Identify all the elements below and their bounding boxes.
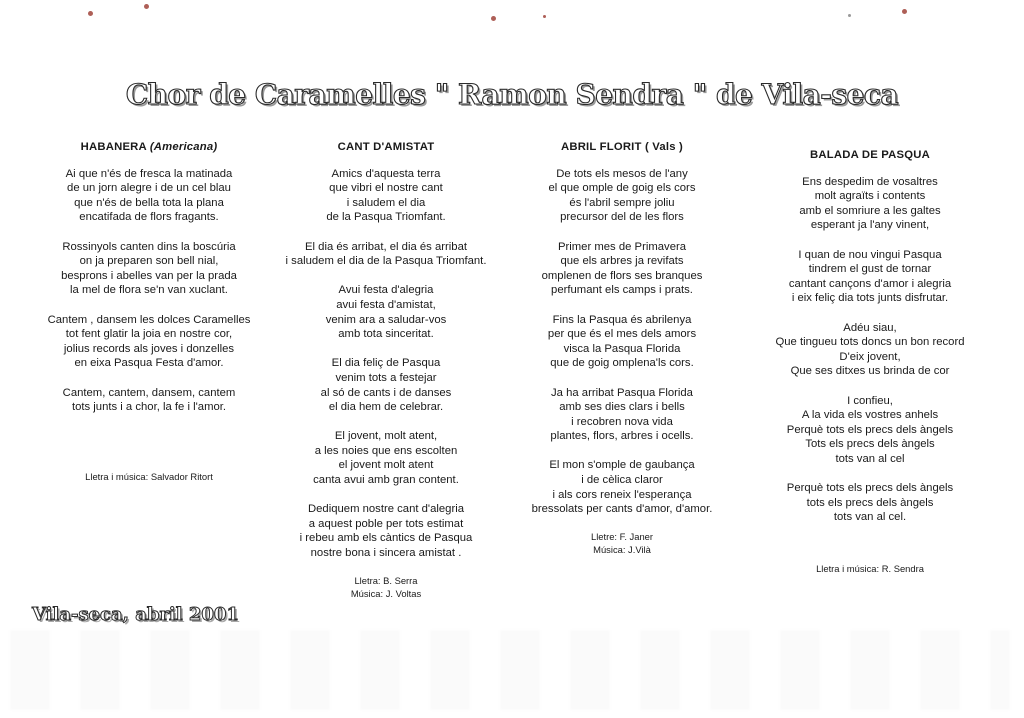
verse-line: Que tingueu tots doncs un bon record xyxy=(775,336,965,349)
song-credits xyxy=(494,531,750,556)
song-title-text: HABANERA xyxy=(80,141,147,153)
verse-line: encatifada de flors fragants. xyxy=(79,211,219,224)
song-subtitle: (Americana) xyxy=(149,141,218,153)
verse-line: a aquest poble per tots estimat xyxy=(308,517,464,530)
stanza xyxy=(494,167,750,225)
verse-line: I quan de nou vingui Pasqua xyxy=(798,248,942,261)
stanza xyxy=(258,240,514,269)
credit-line: Lletra: B. Serra xyxy=(354,575,418,587)
verse-line: Primer mes de Primavera xyxy=(557,240,687,253)
verse-line: venim tots a festejar xyxy=(335,371,437,384)
verse-line: tindrem el gust de tornar xyxy=(808,263,932,276)
verse-line: besprons i abelles van per la prada xyxy=(61,269,237,282)
page-title: Chor de Caramelles " Ramon Sendra " de Vila-seca xyxy=(125,78,899,111)
song-title xyxy=(742,148,998,163)
verse-line: Perquè tots els precs dels àngels xyxy=(786,482,954,495)
verse-line: en eixa Pasqua Festa d'amor. xyxy=(74,357,224,370)
verse-line: esperant ja l'any vinent, xyxy=(810,219,930,232)
verse-line: a les noies que ens escolten xyxy=(314,444,458,457)
song-credits xyxy=(258,575,514,600)
song-column xyxy=(258,140,514,600)
verse-line: Ens despedim de vosaltres xyxy=(802,175,938,188)
verse-line: Perquè tots els precs dels àngels xyxy=(786,423,954,436)
verse-line: Rossinyols canten dins la boscúria xyxy=(62,240,236,253)
song-title-text: ABRIL FLORIT xyxy=(560,141,642,153)
stanza xyxy=(494,313,750,371)
verse-line: cantant cançons d'amor i alegria xyxy=(788,277,952,290)
verse-line: i rebeu amb els càntics de Pasqua xyxy=(299,532,473,545)
scan-speck xyxy=(491,16,496,21)
bleed-through-texture xyxy=(10,630,1010,710)
verse-line: per que és el mes dels amors xyxy=(547,328,697,341)
stanza xyxy=(494,458,750,516)
stanza xyxy=(494,386,750,444)
place-date: Vila-seca, abril 2001 xyxy=(32,604,239,625)
stanza xyxy=(742,394,998,467)
song-subtitle: ( Vals ) xyxy=(644,141,683,153)
verse-line: Cantem , dansem les dolces Caramelles xyxy=(47,313,251,326)
verse-line: A la vida els vostres anhels xyxy=(801,409,939,422)
verse-line: de un jorn alegre i de un cel blau xyxy=(67,182,231,195)
verse-line: Ja ha arribat Pasqua Florida xyxy=(551,386,693,399)
verse-line: precursor del de les flors xyxy=(560,211,684,224)
verse-line: Ai que n'és de fresca la matinada xyxy=(65,167,233,180)
verse-line: De tots els mesos de l'any xyxy=(556,167,688,180)
verse-line: perfumant els camps i prats. xyxy=(551,284,693,297)
stanza xyxy=(24,313,274,371)
song-title xyxy=(494,140,750,155)
verse-line: Que ses ditxes us brinda de cor xyxy=(790,365,950,378)
verse-line: D'eix jovent, xyxy=(839,350,901,363)
verse-line: amb el somriure a les galtes xyxy=(799,204,941,217)
verse-line: de la Pasqua Triomfant. xyxy=(326,211,446,224)
verse-line: jolius records als joves i donzelles xyxy=(63,342,235,355)
verse-line: i eix feliç dia tots junts disfrutar. xyxy=(791,292,949,305)
verse-line: on ja preparen son bell nial, xyxy=(79,255,219,268)
scan-speck xyxy=(144,4,149,9)
verse-line: molt agraïts i contents xyxy=(814,190,926,203)
verse-line: i als cors reneix l'esperança xyxy=(552,488,692,501)
verse-line: Avui festa d'alegria xyxy=(338,284,434,297)
verse-line: omplenen de flors ses branques xyxy=(541,269,703,282)
verse-line: el dia hem de celebrar. xyxy=(328,401,444,414)
verse-line: El dia és arribat, el dia és arribat xyxy=(304,240,467,253)
verse-line: el que omple de goig els cors xyxy=(548,182,696,195)
verse-line: El mon s'omple de gaubança xyxy=(549,459,695,472)
stanza xyxy=(742,321,998,379)
credit-line: Lletra i música: Salvador Ritort xyxy=(85,470,213,482)
verse-line: tots junts i a chor, la fe i l'amor. xyxy=(71,401,227,414)
stanza xyxy=(24,167,274,225)
song-column xyxy=(24,140,274,483)
verse-line: visca la Pasqua Florida xyxy=(563,342,681,355)
verse-line: al só de cants i de danses xyxy=(320,386,452,399)
stanza xyxy=(258,167,514,225)
verse-line: amb ses dies clars i bells xyxy=(559,401,685,414)
verse-line: que de goig omplena'ls cors. xyxy=(550,357,694,370)
verse-line: Dediquem nostre cant d'alegria xyxy=(307,503,464,516)
verse-line: I confieu, xyxy=(847,394,893,407)
credit-line: Lletra i música: R. Sendra xyxy=(816,562,924,574)
stanza xyxy=(494,240,750,298)
stanza xyxy=(742,481,998,525)
verse-line: que vibri el nostre cant xyxy=(329,182,443,195)
verse-line: Amics d'aquesta terra xyxy=(331,167,441,180)
stanza xyxy=(24,240,274,298)
credit-line: Música: J. Voltas xyxy=(350,587,422,599)
verse-line: el jovent molt atent xyxy=(338,459,434,472)
verse-line: venim ara a saludar-vos xyxy=(325,313,447,326)
verse-line: amb tota sinceritat. xyxy=(338,328,434,341)
verse-line: Cantem, cantem, dansem, cantem xyxy=(62,386,236,399)
verse-line: El dia feliç de Pasqua xyxy=(331,357,441,370)
stanza xyxy=(258,356,514,414)
verse-line: és l'abril sempre joliu xyxy=(569,196,675,209)
song-title-text: CANT D'AMISTAT xyxy=(337,141,435,153)
verse-line: la mel de flora se'n van xuclant. xyxy=(70,284,228,297)
verse-line: canta avui amb gran content. xyxy=(313,474,459,487)
verse-line: Fins la Pasqua és abrilenya xyxy=(552,313,692,326)
song-title-text: BALADA DE PASQUA xyxy=(810,149,930,161)
verse-line: i saludem el dia xyxy=(346,196,426,209)
song-column xyxy=(494,140,750,556)
scan-speck xyxy=(848,14,851,17)
stanza xyxy=(258,283,514,341)
stanza xyxy=(742,248,998,306)
verse-line: bressolats per cants d'amor, d'amor. xyxy=(531,503,713,516)
verse-line: El jovent, molt atent, xyxy=(334,430,438,443)
stanza xyxy=(24,386,274,415)
verse-line: i de cèlica claror xyxy=(581,474,663,487)
song-credits xyxy=(24,471,274,484)
song-title xyxy=(258,140,514,155)
song-column xyxy=(742,140,998,575)
verse-line: Adéu siau, xyxy=(843,321,897,334)
stanza xyxy=(258,429,514,487)
stanza xyxy=(258,502,514,560)
verse-line: tots van al cel. xyxy=(833,511,907,524)
verse-line: Tots els precs dels àngels xyxy=(805,438,935,451)
verse-line: nostre bona i sincera amistat . xyxy=(310,547,462,560)
song-title xyxy=(24,140,274,155)
verse-line: que els arbres ja revifats xyxy=(560,255,684,268)
credit-line: Lletre: F. Janer xyxy=(590,531,653,543)
verse-line: tots els precs dels àngels xyxy=(806,496,934,509)
scan-speck xyxy=(88,11,93,16)
verse-line: plantes, flors, arbres i ocells. xyxy=(550,430,694,443)
verse-line: i saludem el dia de la Pasqua Triomfant. xyxy=(285,255,487,268)
verse-line: que n'és de bella tota la plana xyxy=(74,196,224,209)
verse-line: avui festa d'amistat, xyxy=(336,298,436,311)
verse-line: i recobren nova vida xyxy=(571,415,673,428)
verse-line: tot fent glatir la joia en nostre cor, xyxy=(65,328,233,341)
verse-line: tots van al cel xyxy=(835,452,905,465)
stanza xyxy=(742,175,998,233)
credit-line: Música: J.Vilà xyxy=(593,543,651,555)
scan-speck xyxy=(902,9,907,14)
scan-speck xyxy=(543,15,546,18)
song-credits xyxy=(742,563,998,576)
